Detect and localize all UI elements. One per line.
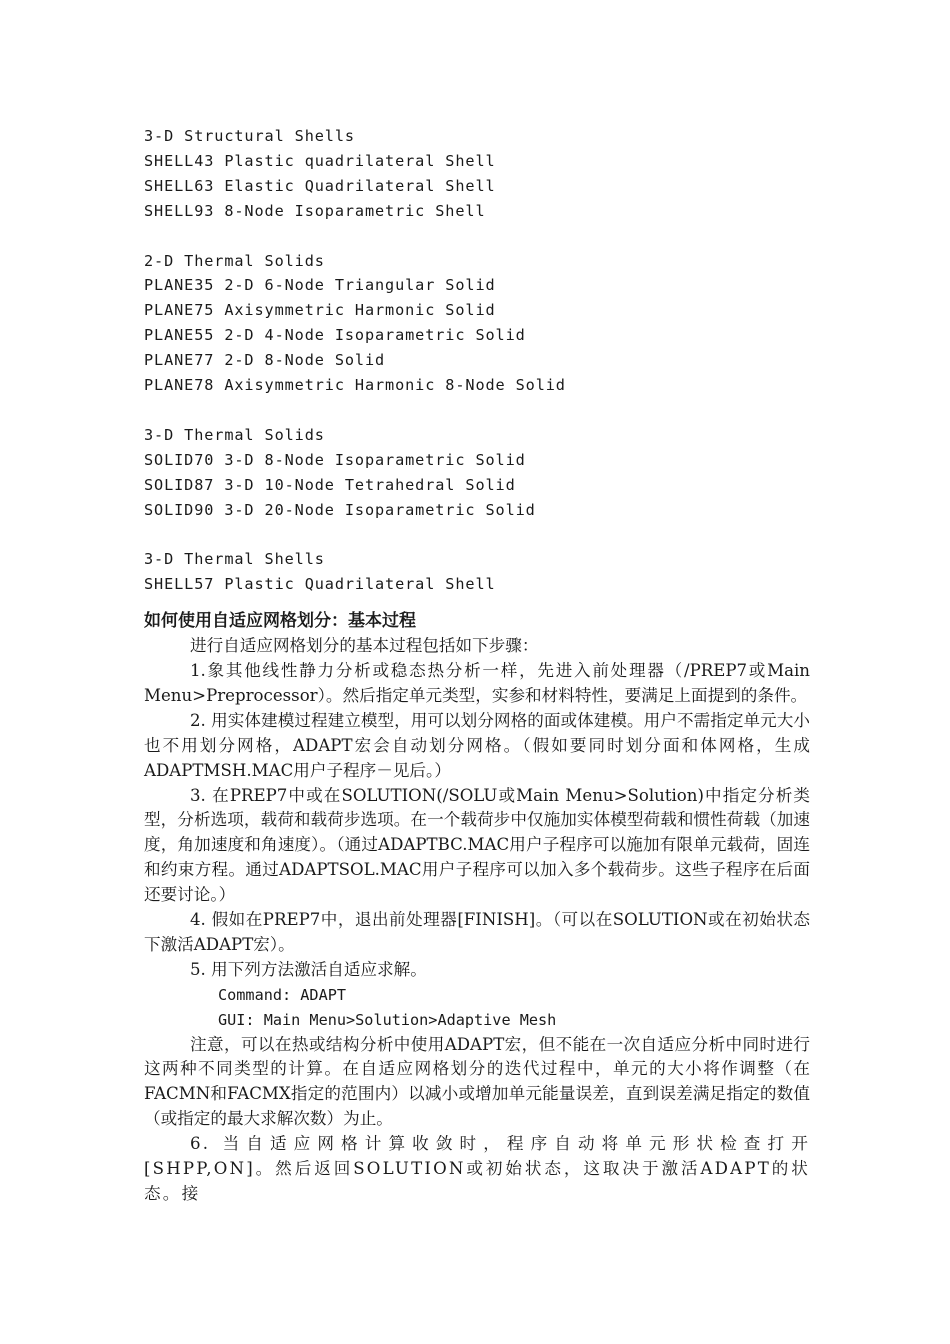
list-item: SHELL93 8-Node Isoparametric Shell	[144, 201, 486, 220]
list-item: PLANE78 Axisymmetric Harmonic 8-Node Solid	[144, 376, 566, 395]
step-1: 1.象其他线性静力分析或稳态热分析一样，先进入前处理器（/PREP7或Main Menu>Preprocessor）。然后指定单元类型，实参和材料特性，要满足上面提到的条件。	[144, 660, 810, 705]
step-2: 2. 用实体建模过程建立模型，用可以划分网格的面或体建模。用户不需指定单元大小也不用划分网格，ADAPT宏会自动划分网格。（假如要同时划分面和体网格，生成ADAPTMSH.MAC用户子程序－见后。）	[144, 710, 810, 780]
list-item: PLANE75 Axisymmetric Harmonic Solid	[144, 301, 496, 320]
step-4: 4. 假如在PREP7中，退出前处理器[FINISH]。（可以在SOLUTION或在初始状态下激活ADAPT宏）。	[144, 910, 810, 954]
spacer	[144, 522, 810, 547]
list-item: SOLID87 3-D 10-Node Tetrahedral Solid	[144, 475, 516, 494]
gui-path: GUI: Main Menu>Solution>Adaptive Mesh	[218, 1010, 557, 1029]
list-item: SHELL63 Elastic Quadrilateral Shell	[144, 176, 496, 195]
list-item: SOLID90 3-D 20-Node Isoparametric Solid	[144, 500, 536, 519]
step-3: 3. 在PREP7中或在SOLUTION(/SOLU或Main Menu>Solution)中指定分析类型，分析选项，载荷和载荷步选项。在一个载荷步中仅施加实体模型荷载和惯性荷载（加速度，角加速度和角速度）。（通过ADAPTBC.MAC用户子程序可以施加有限单元载荷，固连和约束方程。通过ADAPTSOL.MAC用户子程序可以加入多个载荷步。这些子程序在后面还要讨论。）	[144, 785, 810, 905]
list-item: SHELL57 Plastic Quadrilateral Shell	[144, 575, 496, 594]
command-line: Command: ADAPT	[218, 985, 347, 1004]
step-5: 5. 用下列方法激活自适应求解。	[190, 959, 427, 979]
list-title: 3-D Structural Shells	[144, 127, 355, 145]
spacer	[144, 398, 810, 423]
list-title: 2-D Thermal Solids	[144, 251, 325, 270]
intro-paragraph: 进行自适应网格划分的基本过程包括如下步骤：	[190, 636, 539, 656]
section-heading: 如何使用自适应网格划分：基本过程	[144, 611, 416, 632]
note-paragraph: 注意，可以在热或结构分析中使用ADAPT宏，但不能在一次自适应分析中同时进行这两种不同类型的计算。在自适应网格划分的迭代过程中，单元的大小将作调整（在FACMN和FACMX指定的范围内）以减小或增加单元能量误差，直到误差满足指定的数值（或指定的最大求解次数）为止。	[144, 1034, 810, 1129]
list-item: PLANE55 2-D 4-Node Isoparametric Solid	[144, 326, 526, 345]
step-6: 6. 当自适应网格计算收敛时，程序自动将单元形状检查打开[SHPP,ON]。然后返回SOLUTION或初始状态，这取决于激活ADAPT的状态。接	[144, 1134, 810, 1204]
list-title: 3-D Thermal Solids	[144, 425, 325, 444]
list-item: SOLID70 3-D 8-Node Isoparametric Solid	[144, 450, 526, 469]
spacer	[144, 224, 810, 249]
list-item: PLANE77 2-D 8-Node Solid	[144, 351, 386, 370]
list-item: PLANE35 2-D 6-Node Triangular Solid	[144, 276, 496, 295]
document-page	[144, 124, 810, 1207]
list-title: 3-D Thermal Shells	[144, 550, 325, 569]
list-item: SHELL43 Plastic quadrilateral Shell	[144, 151, 496, 170]
